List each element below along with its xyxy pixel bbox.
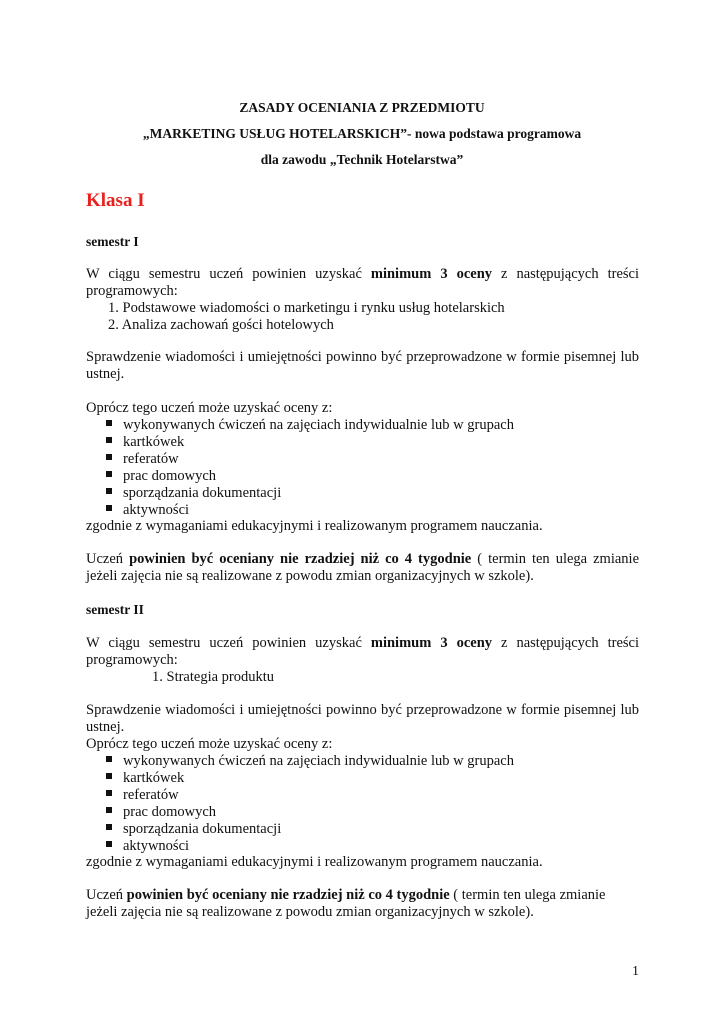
- sem2-check-cont: ustnej.: [86, 719, 125, 735]
- semester-1-heading: semestr I: [86, 234, 139, 249]
- doc-title-line3: dla zawodu „Technik Hotelarstwa”: [260, 152, 464, 167]
- bullet-icon: [106, 807, 112, 813]
- sem1-check-cont: ustnej.: [86, 366, 125, 382]
- sem2-check: Sprawdzenie wiadomości i umiejętności powinno być przeprowadzone w formie pisemnej lub: [86, 702, 639, 718]
- list-item: kartkówek: [106, 434, 184, 451]
- page-number: 1: [632, 964, 639, 979]
- bullet-icon: [106, 773, 112, 779]
- doc-title-line2: „MARKETING USŁUG HOTELARSKICH”- nowa podstawa programowa: [142, 126, 582, 141]
- sem1-extra-intro: Oprócz tego uczeń może uzyskać oceny z:: [86, 400, 333, 416]
- doc-title-line1: ZASADY OCENIANIA Z PRZEDMIOTU: [239, 100, 485, 115]
- bullet-icon: [106, 471, 112, 477]
- sem1-check: Sprawdzenie wiadomości i umiejętności powinno być przeprowadzone w formie pisemnej lub: [86, 349, 639, 365]
- bullet-icon: [106, 790, 112, 796]
- bullet-icon: [106, 841, 112, 847]
- list-item: referatów: [106, 787, 179, 804]
- bullet-icon: [106, 437, 112, 443]
- list-item: referatów: [106, 451, 179, 468]
- list-item: wykonywanych ćwiczeń na zajęciach indywidualnie lub w grupach: [106, 753, 514, 770]
- list-item: wykonywanych ćwiczeń na zajęciach indywidualnie lub w grupach: [106, 417, 514, 434]
- bullet-icon: [106, 454, 112, 460]
- sem1-frequency-cont: jeżeli zajęcia nie są realizowane z powodu zmian organizacyjnych w szkole).: [86, 568, 534, 584]
- sem1-intro-cont: programowych:: [86, 283, 178, 299]
- semester-2-heading: semestr II: [86, 602, 144, 617]
- list-item: prac domowych: [106, 804, 216, 821]
- list-item: aktywności: [106, 838, 189, 855]
- sem1-according: zgodnie z wymaganiami edukacyjnymi i realizowanym programem nauczania.: [86, 518, 543, 534]
- sem1-intro: W ciągu semestru uczeń powinien uzyskać minimum 3 oceny z następujących treści: [86, 266, 640, 282]
- bullet-icon: [106, 505, 112, 511]
- bullet-icon: [106, 756, 112, 762]
- sem2-according: zgodnie z wymaganiami edukacyjnymi i realizowanym programem nauczania.: [86, 854, 543, 870]
- sem2-topic-1: 1. Strategia produktu: [152, 669, 275, 685]
- list-item: sporządzania dokumentacji: [106, 485, 281, 502]
- list-item: aktywności: [106, 502, 189, 519]
- list-item: prac domowych: [106, 468, 216, 485]
- sem2-extra-intro: Oprócz tego uczeń może uzyskać oceny z:: [86, 736, 333, 752]
- bullet-icon: [106, 824, 112, 830]
- sem1-topic-1: 1. Podstawowe wiadomości o marketingu i rynku usług hotelarskich: [108, 300, 505, 316]
- sem2-intro: W ciągu semestru uczeń powinien uzyskać minimum 3 oceny z następujących treści: [86, 635, 640, 651]
- list-item: kartkówek: [106, 770, 184, 787]
- bullet-icon: [106, 420, 112, 426]
- sem2-frequency-cont: jeżeli zajęcia nie są realizowane z powodu zmian organizacyjnych w szkole).: [86, 904, 534, 920]
- list-item: sporządzania dokumentacji: [106, 821, 281, 838]
- class-heading: Klasa I: [86, 190, 145, 211]
- bullet-icon: [106, 488, 112, 494]
- sem1-topic-2: 2. Analiza zachowań gości hotelowych: [108, 317, 334, 333]
- sem2-intro-cont: programowych:: [86, 652, 178, 668]
- sem1-frequency: Uczeń powinien być oceniany nie rzadziej niż co 4 tygodnie ( termin ten ulega zmianie: [86, 551, 640, 567]
- sem2-frequency: Uczeń powinien być oceniany nie rzadziej niż co 4 tygodnie ( termin ten ulega zmianie: [86, 887, 606, 903]
